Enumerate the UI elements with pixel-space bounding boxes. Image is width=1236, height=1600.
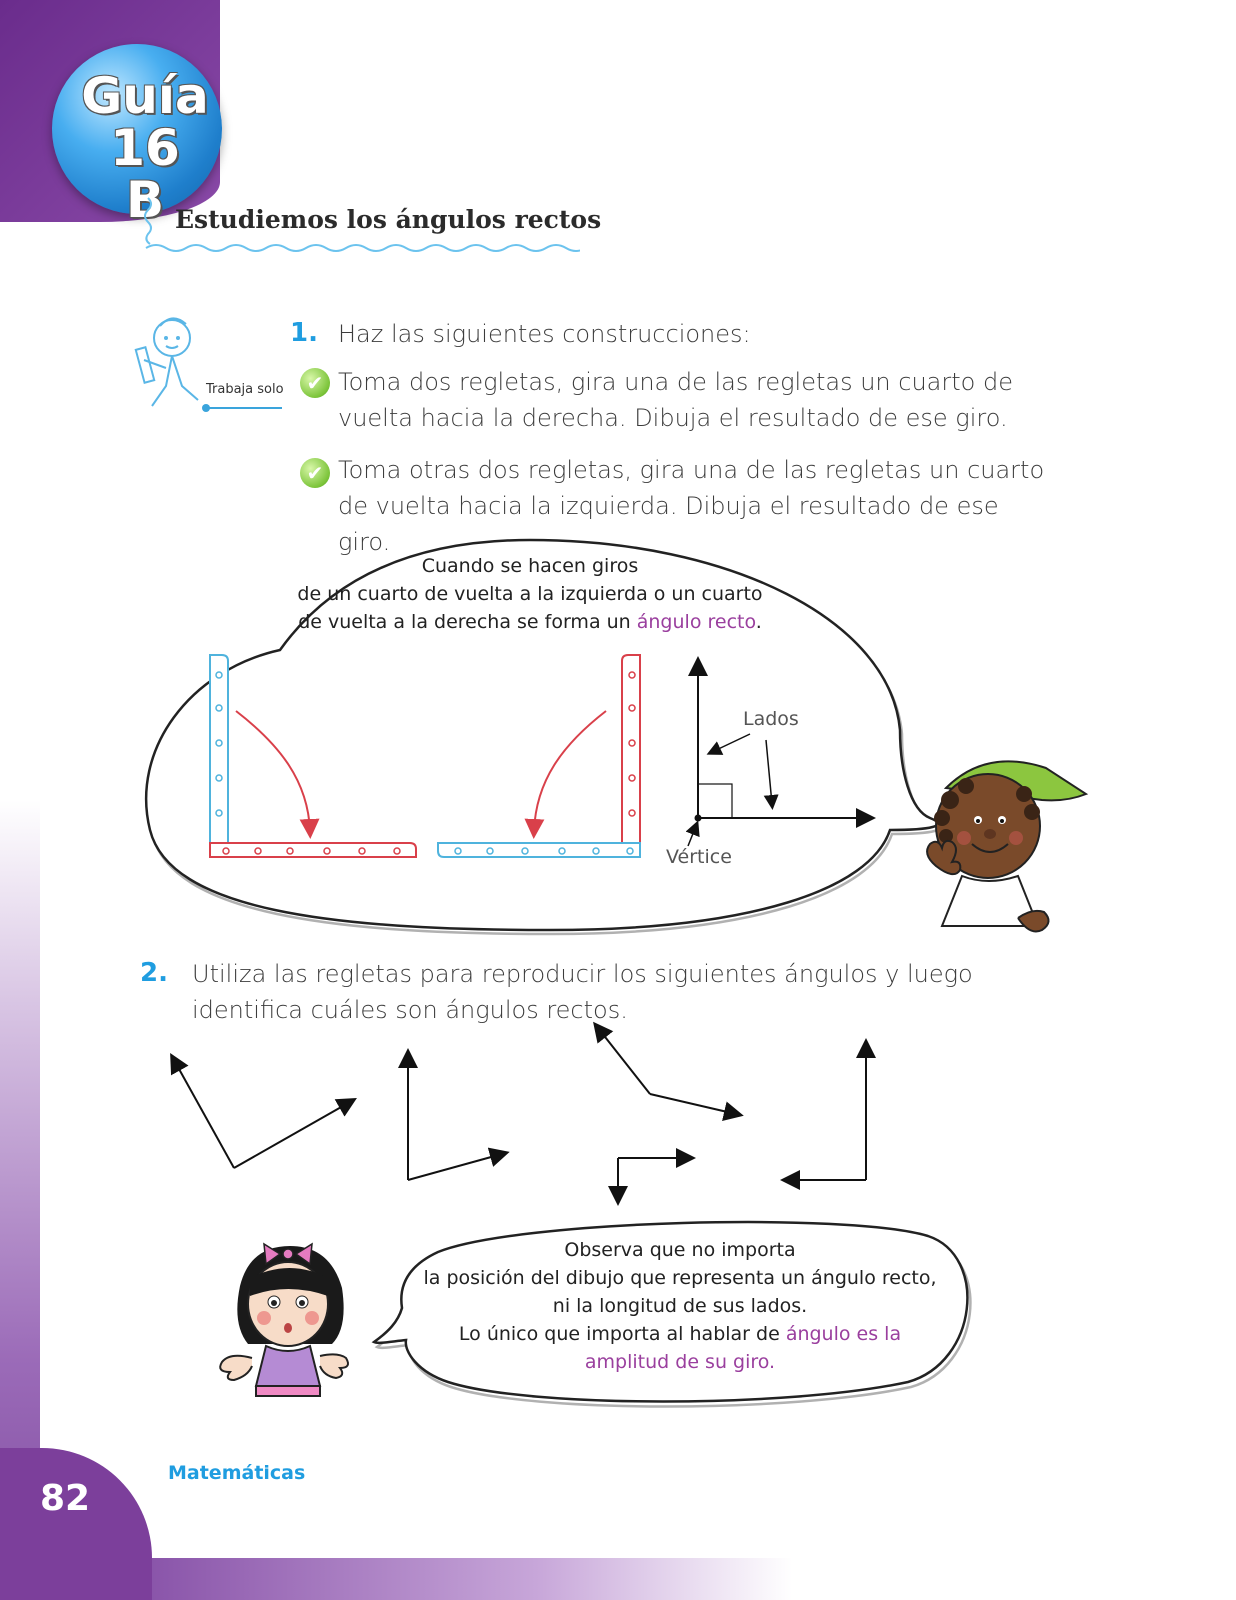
angle-2 bbox=[408, 1056, 502, 1180]
bubble1-line3 bbox=[270, 608, 790, 636]
page-number: 82 bbox=[40, 1478, 91, 1519]
bubble2-line4 bbox=[400, 1320, 960, 1348]
footer-purple-corner bbox=[0, 1448, 152, 1600]
guide-letter: B bbox=[125, 171, 165, 229]
bubble2-line3: ni la longitud de sus lados. bbox=[552, 1295, 808, 1317]
boy-character-illustration bbox=[906, 738, 1096, 938]
checkmark-icon: ✔ bbox=[300, 458, 330, 488]
task1-number: 1. bbox=[290, 318, 318, 348]
bubble1-line3-text: de vuelta a la derecha se forma un bbox=[298, 611, 637, 633]
task2-line1: Utiliza las regletas para reproducir los siguientes ángulos y luego bbox=[192, 960, 973, 988]
work-mode-underline bbox=[200, 402, 285, 414]
bubble1-line1: Cuando se hacen giros bbox=[421, 555, 639, 577]
bubble2-highlight-1: ángulo es la bbox=[785, 1323, 902, 1345]
guide-number: Guía 16 bbox=[81, 67, 209, 177]
label-sides: Lados bbox=[743, 708, 799, 730]
task1-intro: Haz las siguientes construcciones: bbox=[338, 320, 751, 348]
checkmark-icon: ✔ bbox=[300, 368, 330, 398]
footer-bar bbox=[152, 1558, 792, 1600]
angle-4 bbox=[618, 1158, 688, 1198]
task1-item-1: Toma dos regletas, gira una de las regletas un cuarto de vuelta hacia la derecha. Dibuja el resultado de ese giro. bbox=[338, 368, 1013, 432]
bubble2-line1: Observa que no importa bbox=[564, 1239, 796, 1261]
bubble2-text bbox=[400, 1236, 960, 1376]
ruler-pair-right-turn bbox=[210, 655, 416, 857]
bubble1-highlight: ángulo recto bbox=[636, 611, 756, 633]
work-mode-label: Trabaja solo bbox=[206, 382, 284, 397]
task2-number: 2. bbox=[140, 958, 168, 988]
section-title: Estudiemos los ángulos rectos bbox=[175, 205, 602, 234]
angles-exercise bbox=[150, 1020, 910, 1210]
label-vertex: Vértice bbox=[666, 846, 732, 868]
girl-character-illustration bbox=[210, 1238, 360, 1408]
bubble1-line3-end: . bbox=[755, 611, 762, 633]
bubble2-line4-text: Lo único que importa al hablar de bbox=[458, 1323, 786, 1345]
bubble1-line2: de un cuarto de vuelta a la izquierda o un cuarto bbox=[297, 583, 763, 605]
bubble2-highlight-2: amplitud de su giro. bbox=[584, 1351, 776, 1373]
angle-3 bbox=[598, 1028, 736, 1114]
task1-item-2: Toma otras dos regletas, gira una de las regletas un cuarto de vuelta hacia la izquierda. Dibuja el resultado de ese giro. bbox=[338, 456, 1045, 556]
angle-5 bbox=[788, 1046, 866, 1180]
bubble1-text bbox=[270, 552, 790, 636]
ruler-pair-left-turn bbox=[438, 655, 640, 857]
right-angle-diagram bbox=[660, 650, 890, 850]
footer-subject: Matemáticas bbox=[168, 1462, 306, 1484]
task2-text bbox=[192, 956, 973, 1028]
angle-1 bbox=[174, 1060, 350, 1168]
rulers-illustration bbox=[200, 645, 660, 870]
task2-line2: identifica cuáles son ángulos rectos. bbox=[192, 996, 628, 1024]
bubble2-line2: la posición del dibujo que representa un ángulo recto, bbox=[423, 1267, 937, 1289]
